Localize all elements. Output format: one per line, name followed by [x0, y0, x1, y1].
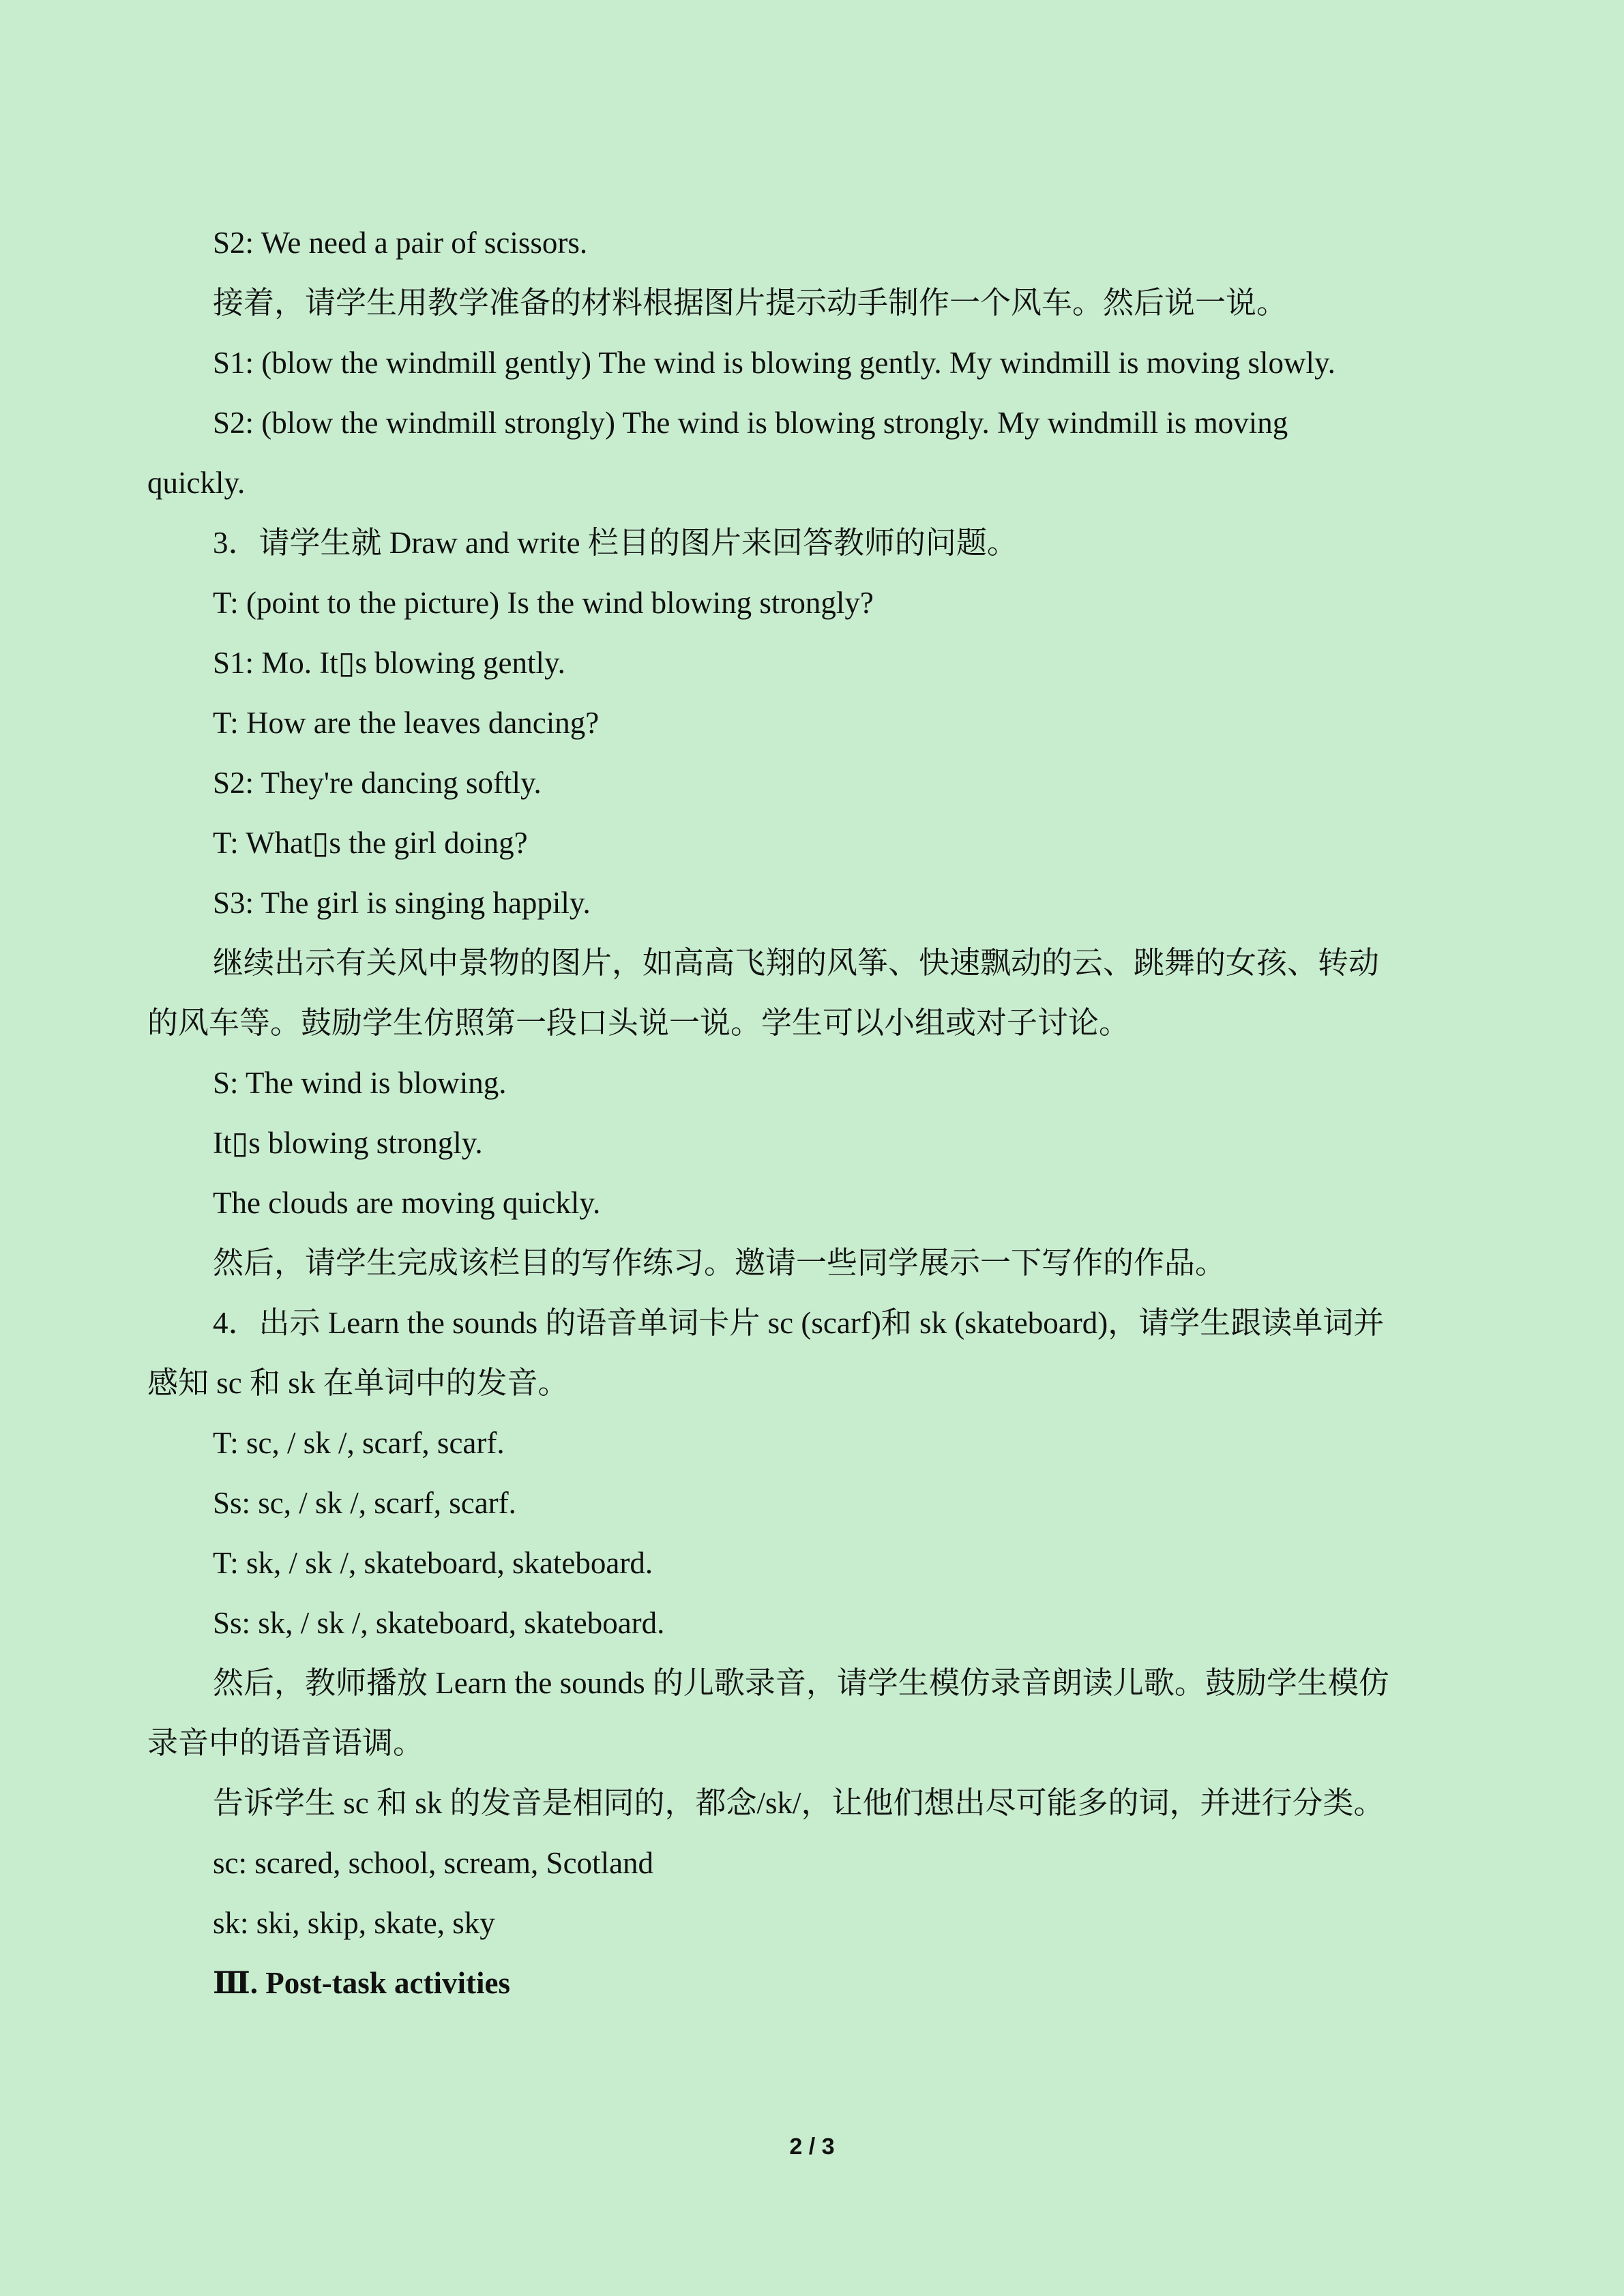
text-line: T: sk, / sk /, skateboard, skateboard.	[213, 1546, 653, 1580]
text-line: S2: (blow the windmill strongly) The wind is blowing strongly. My windmill is moving	[213, 406, 1288, 440]
page-number: 2 / 3	[789, 2134, 835, 2160]
text-line: T: (point to the picture) Is the wind blowing strongly?	[213, 586, 874, 620]
text-line: 告诉学生 sc 和 sk 的发音是相同的，都念/sk/，让他们想出尽可能多的词，并进行分类。	[213, 1786, 1385, 1820]
text-line: T: How are the leaves dancing?	[213, 706, 600, 740]
text-line: 3．请学生就 Draw and write 栏目的图片来回答教师的问题。	[213, 526, 1018, 560]
text-line: Ss: sc, / sk /, scarf, scarf.	[213, 1486, 516, 1520]
section-heading: Ⅲ. Post-task activities	[213, 1966, 510, 2000]
text-line: It▯s blowing strongly.	[213, 1126, 483, 1160]
document-body	[147, 213, 1464, 2013]
text-line: 的风车等。鼓励学生仿照第一段口头说一说。学生可以小组或对子讨论。	[147, 1006, 1130, 1040]
text-line: quickly.	[147, 466, 246, 500]
text-line: S2: We need a pair of scissors.	[213, 226, 588, 260]
text-line: S1: Mo. It▯s blowing gently.	[213, 646, 565, 680]
text-line: 然后，教师播放 Learn the sounds 的儿歌录音，请学生模仿录音朗读儿歌。鼓励学生模仿	[213, 1666, 1389, 1700]
text-line: S3: The girl is singing happily.	[213, 886, 591, 920]
text-line: sc: scared, school, scream, Scotland	[213, 1846, 654, 1880]
text-line: 接着，请学生用教学准备的材料根据图片提示动手制作一个风车。然后说一说。	[213, 286, 1288, 320]
text-line: The clouds are moving quickly.	[213, 1186, 601, 1220]
text-line: T: sc, / sk /, scarf, scarf.	[213, 1426, 505, 1460]
text-line: Ss: sk, / sk /, skateboard, skateboard.	[213, 1606, 665, 1640]
text-line: 4．出示 Learn the sounds 的语音单词卡片 sc (scarf)和 sk (skateboard)，请学生跟读单词并	[213, 1306, 1385, 1340]
text-line: T: What▯s the girl doing?	[213, 826, 528, 860]
text-line: sk: ski, skip, skate, sky	[213, 1906, 495, 1940]
text-line: 录音中的语音语调。	[147, 1726, 424, 1760]
text-line: S1: (blow the windmill gently) The wind is blowing gently. My windmill is moving slowly.	[213, 346, 1335, 380]
text-line: 感知 sc 和 sk 在单词中的发音。	[147, 1366, 569, 1400]
text-line: S2: They're dancing softly.	[213, 766, 542, 800]
text-line: 继续出示有关风中景物的图片，如高高飞翔的风筝、快速飘动的云、跳舞的女孩、转动	[213, 946, 1380, 980]
text-line: S: The wind is blowing.	[213, 1066, 507, 1100]
text-line: 然后，请学生完成该栏目的写作练习。邀请一些同学展示一下写作的作品。	[213, 1246, 1226, 1280]
